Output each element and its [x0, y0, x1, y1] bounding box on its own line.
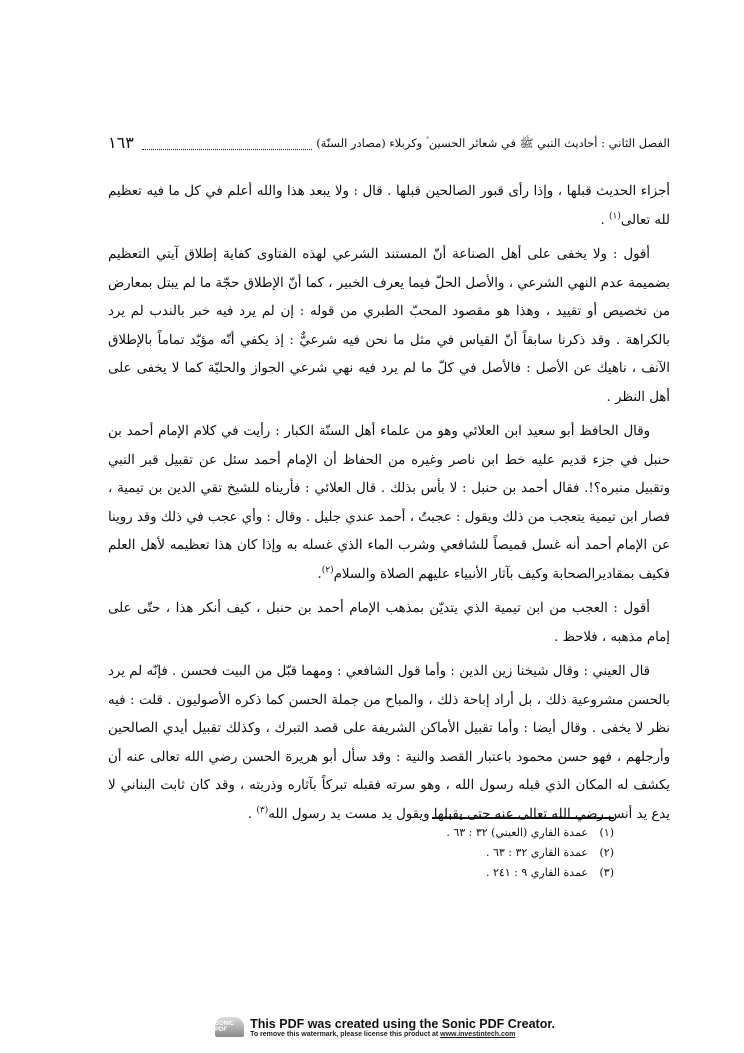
paragraph: [108, 658, 670, 829]
footnote: [300, 823, 614, 843]
footnotes: [300, 823, 614, 883]
paragraph: [108, 418, 670, 589]
pdf-watermark: [215, 1011, 555, 1043]
footnote: [300, 843, 614, 863]
footnote-number: (١): [599, 826, 614, 839]
watermark-line-2-text: To remove this watermark, please license this product at: [250, 1030, 441, 1038]
paragraph: [108, 595, 670, 652]
paragraph: [108, 241, 670, 412]
paragraph: [108, 178, 670, 235]
footnote-ref[interactable]: (١): [609, 211, 621, 222]
watermark-link[interactable]: www.investintech.com: [440, 1030, 516, 1038]
punctuation: .: [247, 806, 257, 822]
paragraph-text: قال العيني : وقال شيخنا زين الدين : وأما قول الشافعي : ومهما قبّل من البيت فحسن . فإنّه لم يرد بالحسن مشروعية ذلك ، بل أراد إباحة ذلك ، والمباح من جملة الحسن كما ذكره الأصوليون . قلت : فيه نظر لا يخفى . وقال أيضا : وأما تقبيل الأماكن الشريفة على قصد التبرك ، وكذلك تقبيل أيدي الصالحين وأرجلهم ، فهو حسن محمود باعتبار القصد والنية : وقد سأل أبو هريرة الحسن رضي الله تعالى عنه أن يكشف له المكان الذي قبله رسول الله ، وهو سرته فقبله تبركاً بآثاره وذريته ، وقد كان ثابت البناني لا يدع يد أنس رضي الله تعالى عنه حتى يقبلها ويقول يد مست يد رسول الله: [108, 664, 670, 822]
sonic-pdf-logo-icon: [215, 1017, 244, 1037]
running-header: [108, 133, 670, 155]
chapter-title: الفصل الثاني : أحاديث النبي ﷺ في شعائر الحسين ؑ وكربلاء (مصادر السنّة): [316, 135, 670, 150]
watermark-line-2: [250, 1031, 555, 1038]
footnote-text: عمدة القاري ٣٢ : ٦٣ .: [485, 846, 588, 859]
footnote-text: عمدة القاري ٩ : ٢٤١ .: [485, 866, 588, 879]
page-number: ١٦٣: [108, 133, 134, 152]
paragraph-text: أجزاء الحديث قبلها ، وإذا رأى قبور الصالحين قبلها . قال : ولا يبعد هذا والله أعلم في كل ما فيه تعظيم لله تعالى: [108, 184, 670, 228]
body-text: [108, 178, 670, 835]
watermark-line-1: This PDF was created using the Sonic PDF Creator.: [250, 1016, 555, 1031]
footnote-number: (٢): [599, 846, 614, 859]
header-dot-leader: [142, 139, 312, 150]
paragraph-text: أقول : ولا يخفى على أهل الصناعة أنّ المستند الشرعي لهذه الفتاوى كفاية إطلاق آيتي التعظيم بضميمة عدم النهي الشرعي ، والأصل الحلّ فيما يعرف الخبير ، كما أنّ الإطلاق حجّة ما لم يبتل بمعارض من تخصيص أو تقييد ، وهذا هو مقصود المحبّ الطبري من قوله : إن لم يرد فيه خبر بالندب لم يرد بالكراهة . وقد ذكرنا سابقاً أنّ القياس في مثل ما نحن فيه شرعيٌّ : إذ يكفي أنّه مؤيّد تماماً بالإطلاق الآنف ، ناهيك عن الأصل : فالأصل في كلّ ما لم يرد فيه نهي شرعي الجواز والحليّة كما لا يخفى على أهل النظر .: [108, 247, 670, 405]
footnote-ref[interactable]: (٣): [256, 805, 269, 816]
footnote-text: عمدة القاري (العيني) ٣٢ : ٦٣ .: [446, 826, 588, 839]
punctuation: .: [600, 212, 609, 228]
footnote: [300, 863, 614, 883]
paragraph-text: وقال الحافظ أبو سعيد ابن العلائي وهو من علماء أهل السنّة الكبار : رأيت في كلام الإمام أحمد بن حنبل في جزء قديم عليه خط ابن ناصر وغيره من الحفاظ أن الإمام أحمد سئل عن تقبيل قبر النبي وتقبيل منبره؟!. فقال أحمد بن حنبل : لا بأس بذلك . قال العلائي : فأريناه للشيخ تقي الدين بن تيمية ، فصار ابن تيمية يتعجب من ذلك ويقول : عجبتُ ، أحمد عندي جليل . وقال : وأي عجب في ذلك وقد روينا عن الإمام أحمد أنه غسل قميصاً للشافعي وشرب الماء الذي غسله به وإذا كان هذا تعظيمه لأهل العلم فكيف بمقاديرالصحابة وكيف بآثار الأنبياء عليهم الصلاة والسلام: [107, 424, 670, 582]
footnote-number: (٣): [599, 866, 614, 879]
punctuation: .: [317, 566, 322, 582]
footnote-separator: [432, 817, 614, 819]
paragraph-text: أقول : العجب من ابن تيمية الذي يتديّن بمذهب الإمام أحمد بن حنبل ، كيف أنكر هذا ، حتّى على إمام مذهبه ، فلاحظ .: [108, 601, 670, 645]
logo-text: SONIC PDF: [215, 1021, 235, 1033]
watermark-text: [250, 1017, 555, 1038]
footnote-ref[interactable]: (٢): [321, 565, 334, 576]
